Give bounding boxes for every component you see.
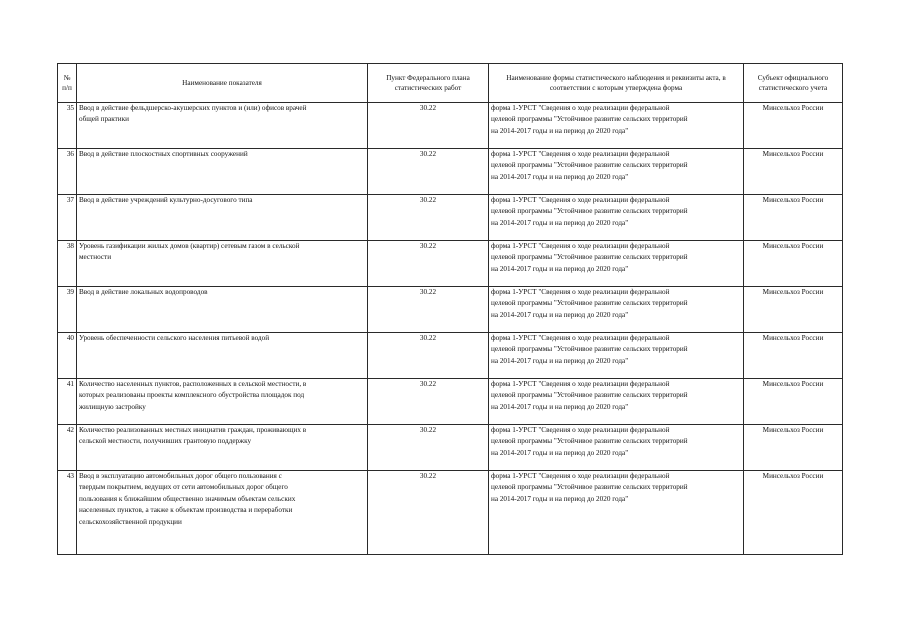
subject-cell: Минсельхоз России bbox=[744, 195, 843, 241]
header-form: Наименование формы статистического наблюдения и реквизиты акта, в соответствии с которым утверждена форма bbox=[489, 64, 744, 103]
form-name: форма 1-УРСТ "Сведения о ходе реализации федеральной целевой программы "Устойчивое развитие сельских территорий на 2014-2017 годы и на период до 2020 года" bbox=[491, 150, 688, 181]
plan-item-code: 30.22 bbox=[368, 471, 489, 555]
plan-item-code: 30.22 bbox=[368, 287, 489, 333]
indicator-name: Ввод в действие локальных водопроводов bbox=[79, 288, 208, 296]
row-number: 43 bbox=[58, 471, 77, 555]
form-cell bbox=[489, 241, 744, 287]
table-row bbox=[58, 287, 843, 333]
table-row bbox=[58, 379, 843, 425]
table-row bbox=[58, 195, 843, 241]
subject-cell: Минсельхоз России bbox=[744, 241, 843, 287]
table-body bbox=[58, 103, 843, 555]
row-number: 39 bbox=[58, 287, 77, 333]
form-name: форма 1-УРСТ "Сведения о ходе реализации федеральной целевой программы "Устойчивое развитие сельских территорий на 2014-2017 годы и на период до 2020 года" bbox=[491, 196, 688, 227]
form-name: форма 1-УРСТ "Сведения о ходе реализации федеральной целевой программы "Устойчивое развитие сельских территорий на 2014-2017 годы и на период до 2020 года" bbox=[491, 288, 688, 319]
plan-item-code: 30.22 bbox=[368, 241, 489, 287]
plan-item-code: 30.22 bbox=[368, 333, 489, 379]
form-cell bbox=[489, 379, 744, 425]
indicator-name: Ввод в действие фельдшерско-акушерских пунктов и (или) офисов врачей общей практики bbox=[79, 104, 307, 124]
indicator-name: Уровень газификации жилых домов (квартир) сетевым газом в сельской местности bbox=[79, 242, 300, 262]
indicator-name: Количество реализованных местных инициатив граждан, проживающих в сельской местности, получивших грантовую поддержку bbox=[79, 426, 307, 446]
subject-cell: Минсельхоз России bbox=[744, 379, 843, 425]
table-row bbox=[58, 149, 843, 195]
table-header bbox=[58, 64, 843, 103]
indicator-cell bbox=[77, 287, 368, 333]
indicator-cell bbox=[77, 333, 368, 379]
indicator-cell bbox=[77, 471, 368, 555]
indicator-cell bbox=[77, 425, 368, 471]
header-plan-item: Пункт Федерального плана статистических работ bbox=[368, 64, 489, 103]
plan-item-code: 30.22 bbox=[368, 425, 489, 471]
indicator-cell bbox=[77, 195, 368, 241]
indicator-cell bbox=[77, 379, 368, 425]
subject-cell: Минсельхоз России bbox=[744, 103, 843, 149]
subject-cell: Минсельхоз России bbox=[744, 471, 843, 555]
header-subject: Субъект официального статистического учета bbox=[744, 64, 843, 103]
form-name: форма 1-УРСТ "Сведения о ходе реализации федеральной целевой программы "Устойчивое развитие сельских территорий на 2014-2017 годы и на период до 2020 года" bbox=[491, 472, 688, 503]
indicator-name: Ввод в действие учреждений культурно-досугового типа bbox=[79, 196, 253, 204]
form-name: форма 1-УРСТ "Сведения о ходе реализации федеральной целевой программы "Устойчивое развитие сельских территорий на 2014-2017 годы и на период до 2020 года" bbox=[491, 242, 688, 273]
subject-cell: Минсельхоз России bbox=[744, 333, 843, 379]
form-name: форма 1-УРСТ "Сведения о ходе реализации федеральной целевой программы "Устойчивое развитие сельских территорий на 2014-2017 годы и на период до 2020 года" bbox=[491, 380, 688, 411]
form-name: форма 1-УРСТ "Сведения о ходе реализации федеральной целевой программы "Устойчивое развитие сельских территорий на 2014-2017 годы и на период до 2020 года" bbox=[491, 104, 688, 135]
header-indicator: Наименование показателя bbox=[77, 64, 368, 103]
plan-item-code: 30.22 bbox=[368, 195, 489, 241]
form-cell bbox=[489, 287, 744, 333]
row-number: 38 bbox=[58, 241, 77, 287]
form-cell bbox=[489, 425, 744, 471]
row-number: 37 bbox=[58, 195, 77, 241]
table-row bbox=[58, 103, 843, 149]
row-number: 40 bbox=[58, 333, 77, 379]
row-number: 41 bbox=[58, 379, 77, 425]
indicator-name: Уровень обеспеченности сельского населения питьевой водой bbox=[79, 334, 270, 342]
plan-item-code: 30.22 bbox=[368, 103, 489, 149]
statistics-table bbox=[57, 63, 843, 555]
subject-cell: Минсельхоз России bbox=[744, 149, 843, 195]
indicator-name: Ввод в действие плоскостных спортивных сооружений bbox=[79, 150, 248, 158]
form-name: форма 1-УРСТ "Сведения о ходе реализации федеральной целевой программы "Устойчивое развитие сельских территорий на 2014-2017 годы и на период до 2020 года" bbox=[491, 334, 688, 365]
form-name: форма 1-УРСТ "Сведения о ходе реализации федеральной целевой программы "Устойчивое развитие сельских территорий на 2014-2017 годы и на период до 2020 года" bbox=[491, 426, 688, 457]
header-num: № п/п bbox=[58, 64, 77, 103]
subject-cell: Минсельхоз России bbox=[744, 425, 843, 471]
indicator-cell bbox=[77, 149, 368, 195]
subject-cell: Минсельхоз России bbox=[744, 287, 843, 333]
indicator-cell bbox=[77, 103, 368, 149]
table-row bbox=[58, 425, 843, 471]
form-cell bbox=[489, 333, 744, 379]
plan-item-code: 30.22 bbox=[368, 149, 489, 195]
indicator-cell bbox=[77, 241, 368, 287]
plan-item-code: 30.22 bbox=[368, 379, 489, 425]
indicator-name: Ввод в эксплуатацию автомобильных дорог общего пользования с твердым покрытием, ведущих от сети автомобильных дорог общего пользования к ближайшим общественно значимым объектам сельских населенных пунктов, а также к объектам производства и переработки сельскохозяйственной продукции bbox=[79, 472, 296, 526]
table-row bbox=[58, 471, 843, 555]
row-number: 42 bbox=[58, 425, 77, 471]
form-cell bbox=[489, 471, 744, 555]
form-cell bbox=[489, 149, 744, 195]
table-row bbox=[58, 333, 843, 379]
table-row bbox=[58, 241, 843, 287]
row-number: 35 bbox=[58, 103, 77, 149]
indicator-name: Количество населенных пунктов, расположенных в сельской местности, в которых реализованы проекты комплексного обустройства площадок под жилищную застройку bbox=[79, 380, 307, 411]
row-number: 36 bbox=[58, 149, 77, 195]
form-cell bbox=[489, 195, 744, 241]
form-cell bbox=[489, 103, 744, 149]
